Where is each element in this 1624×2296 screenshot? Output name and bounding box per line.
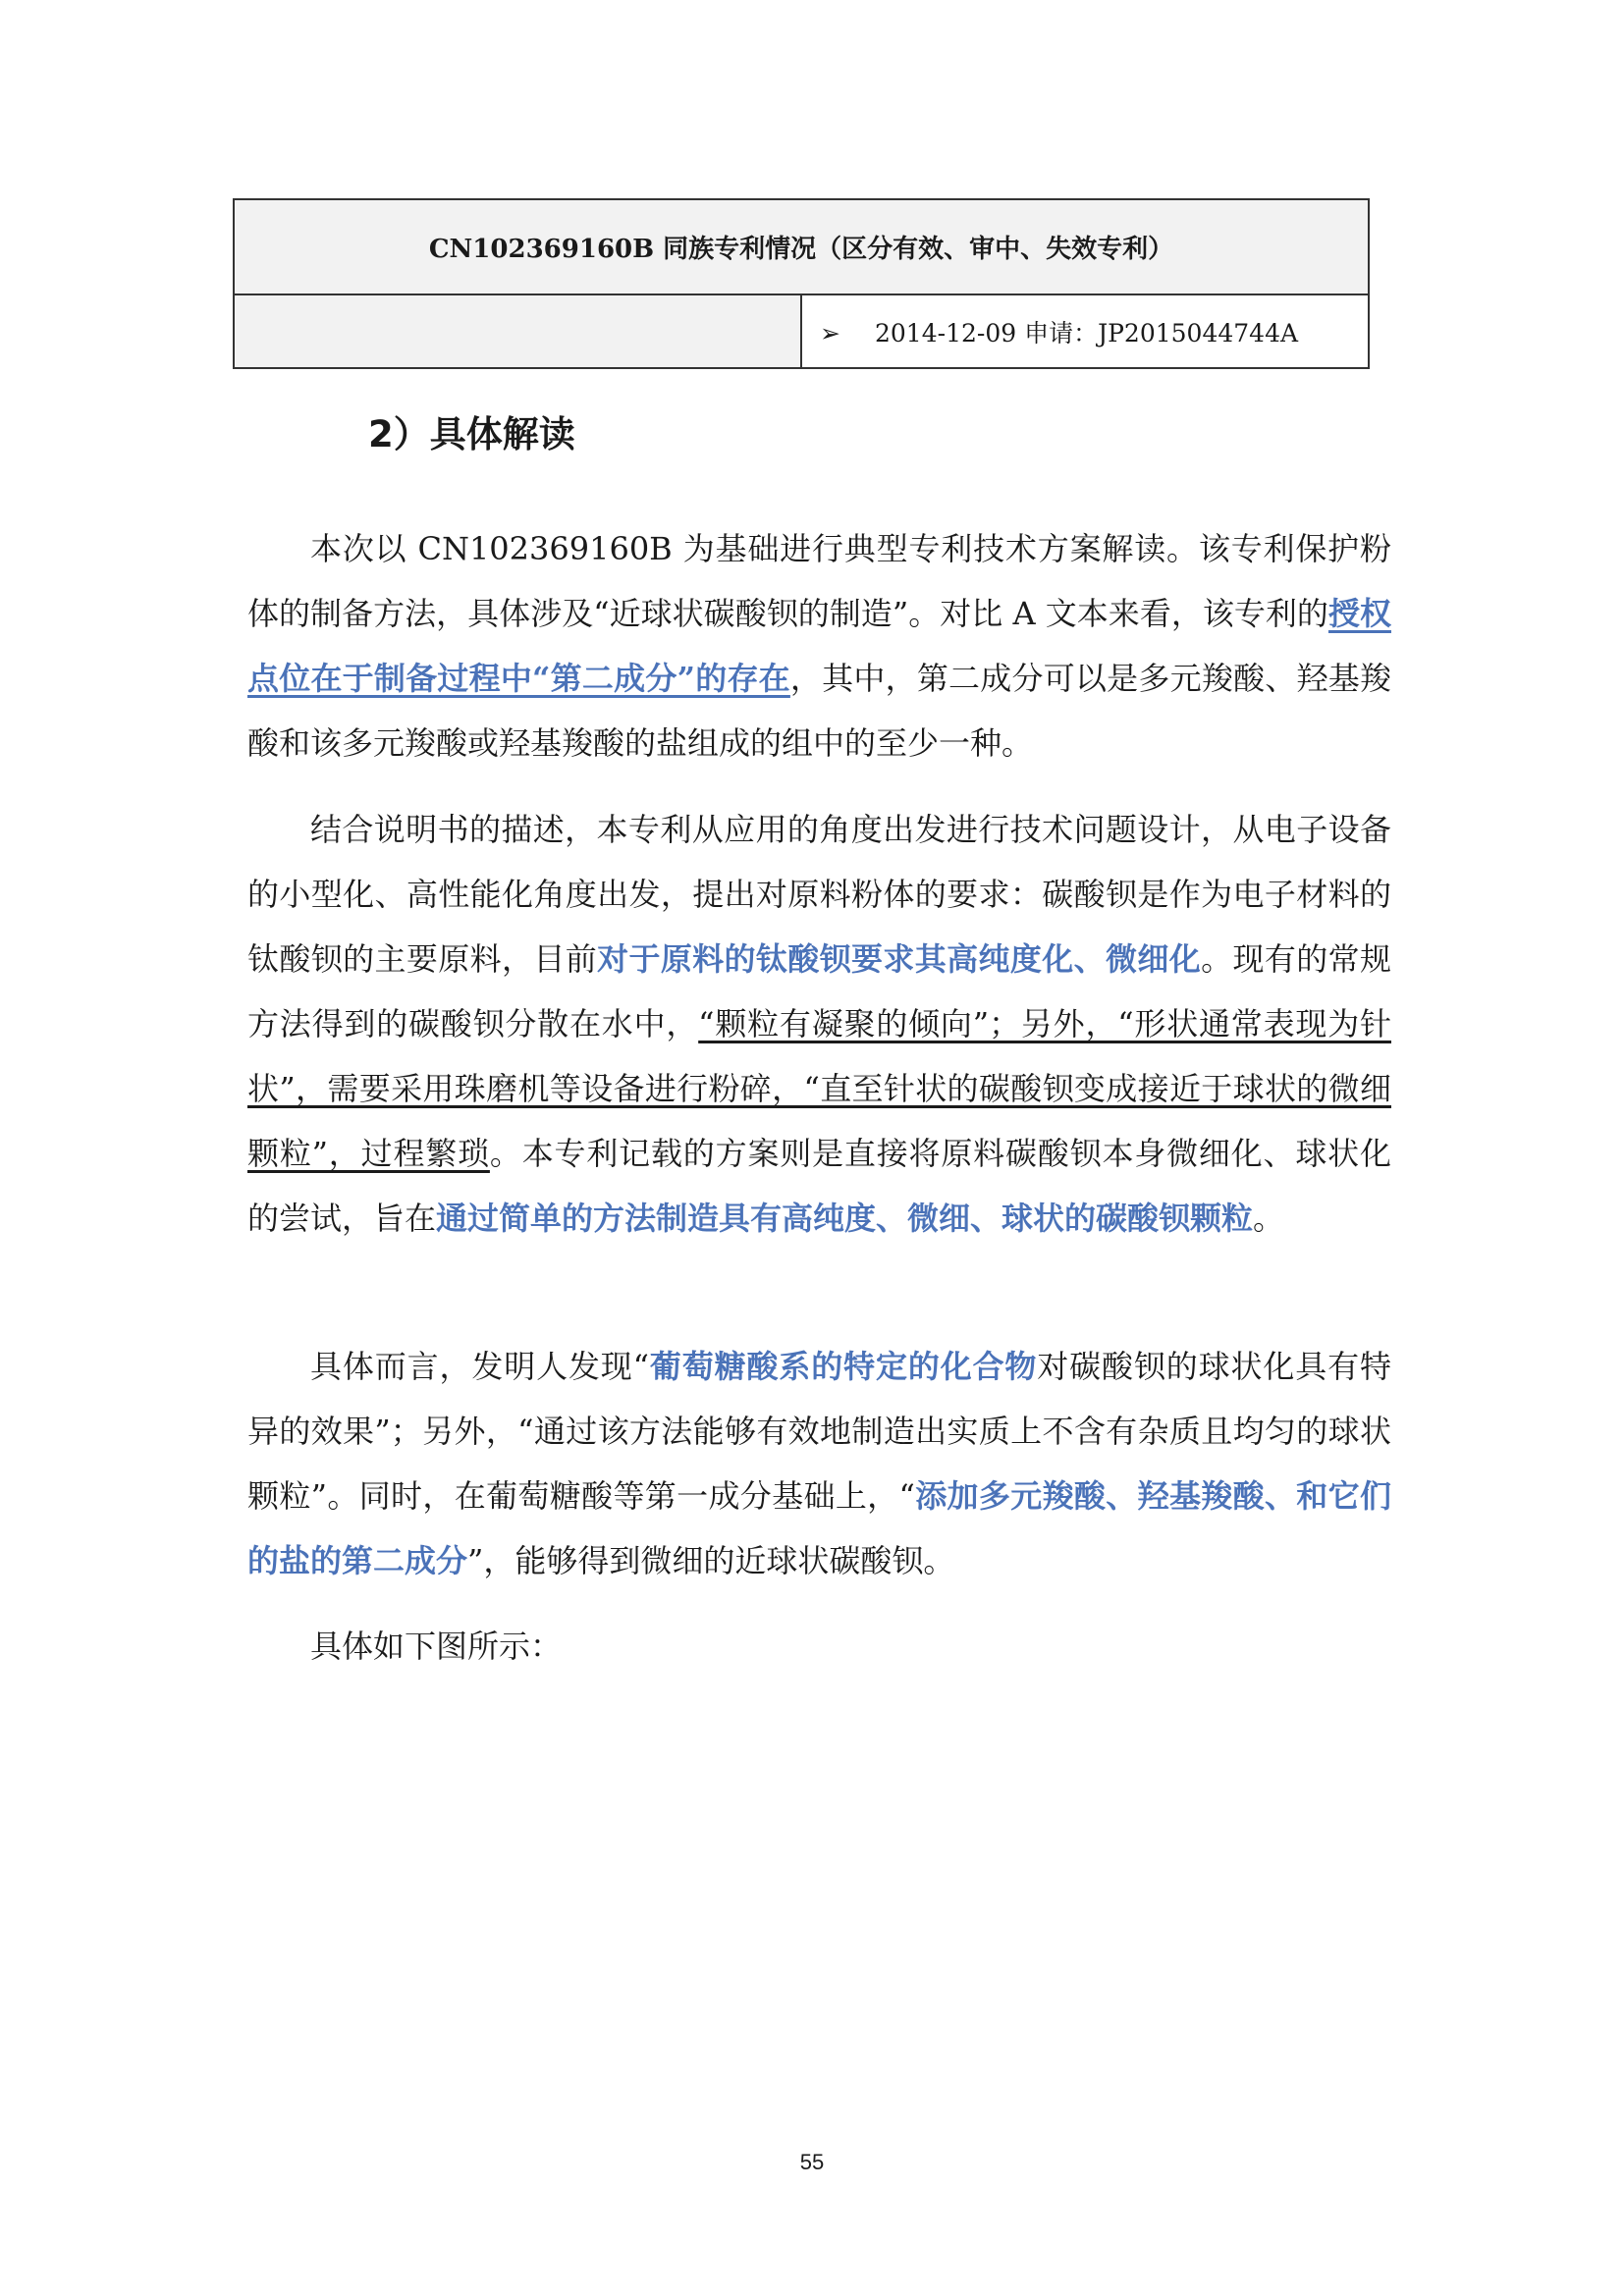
p2-highlight-goal: 通过简单的方法制造具有高纯度、微细、球状的碳酸钡颗粒	[436, 1200, 1254, 1237]
p2-text-1: 结合说明书的描述，本专利从应用的角度出发进行技术问题设计，从电子设备的小型化、高性能化角度出发，提出对原料粉体的要求：碳酸钡是作为电子材料的钛酸钡的主要原料，目前	[247, 811, 1391, 978]
table-entry-cell	[801, 294, 1369, 368]
p3-highlight-second-component: 添加多元羧酸、羟基羧酸、和它们的盐的第二成分	[247, 1477, 1391, 1579]
table-row	[234, 294, 1369, 368]
p1-highlight-grant-point: 授权点位在于制备过程中“第二成分”的存在	[247, 595, 1391, 697]
page-number: 55	[799, 2150, 825, 2174]
p4-text-1: 具体如下图所示：	[310, 1628, 563, 1665]
p3-text-1: 具体而言，发明人发现“	[310, 1348, 650, 1385]
p2-text-4: 。	[1253, 1200, 1285, 1237]
p2-text-3: 。本专利记载的方案则是直接将原料碳酸钡本身微细化、球状化的尝试，旨在	[247, 1135, 1391, 1237]
patent-family-table	[233, 198, 1370, 369]
p1-text-2: ，其中，第二成分可以是多元羧酸、羟基羧酸和该多元羧酸或羟基羧酸的盐组成的组中的至少一种。	[247, 660, 1391, 762]
paragraph-2	[247, 797, 1391, 1251]
p3-highlight-compound: 葡萄糖酸系的特定的化合物	[649, 1348, 1038, 1385]
p1-text-1: 本次以 CN102369160B 为基础进行典型专利技术方案解读。该专利保护粉体的制备方法，具体涉及“近球状碳酸钡的制造”。对比 A 文本来看，该专利的	[247, 530, 1391, 632]
table-header-row	[234, 199, 1369, 294]
paragraph-4	[247, 1614, 1391, 1679]
family-entry-text: 2014-12-09 申请：JP2015044744A	[875, 318, 1299, 347]
paragraph-1	[247, 516, 1391, 775]
table-empty-cell	[234, 294, 801, 368]
p2-underlined-problem: “颗粒有凝聚的倾向”；另外，“形状通常表现为针状”，需要采用珠磨机等设备进行粉碎，“直至针状的碳酸钡变成接近于球状的微细颗粒”，过程繁琐	[247, 1005, 1391, 1172]
p3-text-3: ”，能够得到微细的近球状碳酸钡。	[467, 1542, 955, 1579]
arrow-bullet-icon: ➢	[820, 318, 840, 347]
table-header: CN102369160B 同族专利情况（区分有效、审中、失效专利）	[234, 199, 1369, 294]
paragraph-3	[247, 1334, 1391, 1593]
section-heading: 2）具体解读	[368, 413, 575, 455]
p2-text-2: 。现有的常规方法得到的碳酸钡分散在水中，	[247, 940, 1391, 1042]
p2-highlight-requirement: 对于原料的钛酸钡要求其高纯度化、微细化	[597, 940, 1202, 978]
p3-text-2: 对碳酸钡的球状化具有特异的效果”；另外，“通过该方法能够有效地制造出实质上不含有杂质且均匀的球状颗粒”。同时，在葡萄糖酸等第一成分基础上，“	[247, 1348, 1391, 1515]
